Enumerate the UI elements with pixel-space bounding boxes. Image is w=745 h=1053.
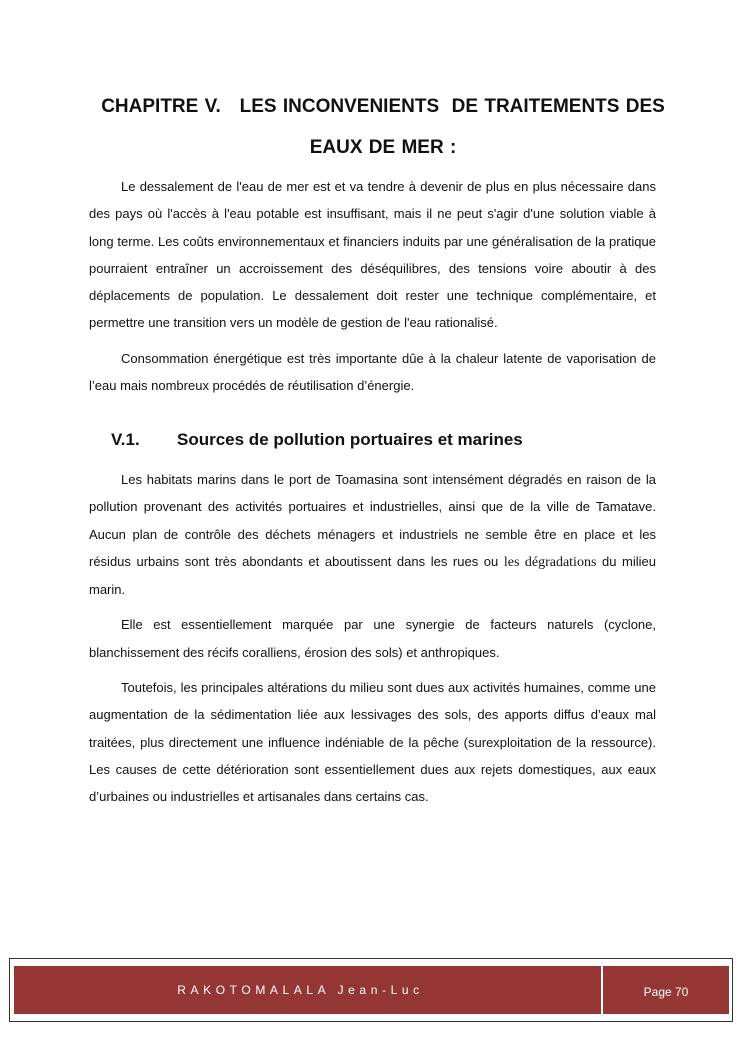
section-paragraph-1-end: du milieu marin. — [89, 553, 656, 598]
section-text — [89, 466, 656, 819]
section-paragraph-1-main: Les habitats marins dans le port de Toamasina sont intensément dégradés en raison de la pollution provenant des activités portuaires et industrielles, ainsi que de la ville de Tamatave. Aucun plan de contrôle des déchets ménagers et industriels ne semble être en place et les résidus urbains sont très abondants et aboutissent dans les rues ou — [89, 472, 656, 569]
section-number: V.1. — [111, 430, 140, 449]
section-paragraph-1-serif: les dégradations — [503, 554, 597, 570]
section-heading — [111, 428, 523, 452]
page-footer — [9, 958, 733, 1022]
intro-paragraph-1: Le dessalement de l'eau de mer est et va tendre à devenir de plus en plus nécessaire dans des pays où l'accès à l'eau potable est insuffisant, mais il ne peut s'agir d'une solution viable à long terme. Les coûts environnementaux et financiers induits par une généralisation de la pratique pourraient entraîner un accroissement des déséquilibres, des tensions voire aboutir à des déplacements de population. Le dessalement doit rester une technique complémentaire, et permettre une transition vers un modèle de gestion de l'eau rationalisé. — [89, 179, 656, 331]
section-paragraph-1 — [89, 466, 656, 603]
footer-author: RAKOTOMALALA Jean-Luc — [14, 966, 601, 1014]
chapter-title-line1: CHAPITRE V. LES INCONVENIENTS DE TRAITEMENTS DES — [101, 96, 665, 117]
footer-page-number: Page 70 — [601, 966, 729, 1014]
intro-paragraph-2: Consommation énergétique est très importante dûe à la chaleur latente de vaporisation de l’eau mais nombreux procédés de réutilisation d’énergie. — [89, 350, 656, 394]
intro-text — [89, 173, 656, 407]
chapter-title — [88, 86, 678, 168]
section-paragraph-3: Toutefois, les principales altérations du milieu sont dues aux activités humaines, comme une augmentation de la sédimentation liée aux lessivages des sols, des apports diffus d’eaux mal traitées, plus directement une influence indéniable de la pêche (surexploitation de la ressource). Les causes de cette détérioration sont essentiellement dues aux rejets domestiques, aux eaux d’urbaines ou industrielles et artisanales dans certains cas. — [89, 680, 656, 805]
section-paragraph-2: Elle est essentiellement marquée par une synergie de facteurs naturels (cyclone, blanchissement des récifs coralliens, érosion des sols) et anthropiques. — [89, 617, 656, 660]
section-title: Sources de pollution portuaires et marines — [177, 430, 523, 449]
chapter-title-line2: EAUX DE MER : — [309, 137, 457, 158]
